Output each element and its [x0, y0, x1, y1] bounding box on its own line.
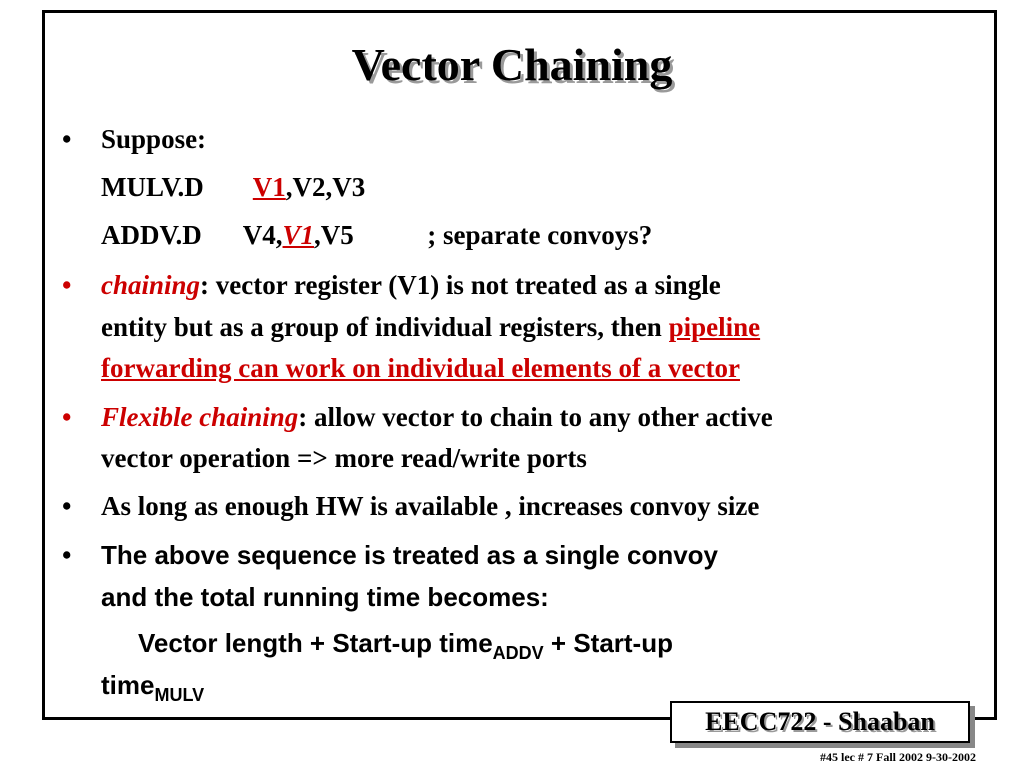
addv-operands: ,V5 — [314, 220, 354, 250]
flexible-definition: : allow vector to chain to any other active — [298, 402, 773, 432]
bullet-marker: • — [62, 540, 72, 570]
chaining-definition: : vector register (V1) is not treated as a single — [200, 270, 721, 300]
formula-part-c: time — [101, 670, 155, 700]
chaining-line-3 — [101, 353, 740, 384]
addv-comment: ; separate convoys? — [427, 220, 653, 250]
bullet-marker: • — [62, 491, 72, 521]
chaining-line-2 — [101, 312, 760, 343]
formula-part-b: + Start-up — [543, 628, 673, 658]
slide-title: Vector Chaining — [351, 39, 673, 90]
mulv-operands: ,V2,V3 — [285, 172, 366, 202]
course-label: EECC722 - Shaaban — [705, 707, 935, 736]
formula-part-a: Vector length + Start-up time — [138, 628, 493, 658]
chaining-line-1 — [101, 270, 721, 301]
instruction-addv — [101, 220, 652, 251]
subscript-mulv: MULV — [154, 685, 205, 705]
mulv-opcode: MULV.D — [101, 172, 204, 202]
chaining-term: chaining — [101, 270, 201, 300]
convoy-line-1: The above sequence is treated as a single convoy — [101, 540, 719, 570]
subscript-addv: ADDV — [492, 643, 544, 663]
course-badge — [670, 701, 970, 743]
flexible-term: Flexible chaining — [101, 402, 299, 432]
chaining-text-2: entity but as a group of individual registers, then — [101, 312, 669, 342]
formula-line-1 — [138, 628, 673, 663]
addv-opcode: ADDV.D — [101, 220, 202, 250]
addv-dest: V4, — [242, 220, 283, 250]
suppose-label: Suppose: — [101, 124, 207, 154]
instruction-mulv — [101, 172, 365, 203]
mulv-dest-register: V1 — [252, 172, 286, 202]
chaining-highlight-1: pipeline — [668, 312, 761, 342]
bullet-marker: • — [62, 270, 72, 300]
hw-text: As long as enough HW is available , increases convoy size — [101, 491, 760, 521]
convoy-line-2: and the total running time becomes: — [101, 582, 549, 612]
bullet-marker: • — [62, 124, 72, 154]
addv-source-register: V1 — [282, 220, 315, 250]
chaining-highlight-2: forwarding can work on individual elements of a vector — [101, 353, 740, 383]
flexible-line-1 — [101, 402, 773, 433]
formula-line-2 — [101, 670, 205, 705]
slide-meta: #45 lec # 7 Fall 2002 9-30-2002 — [820, 750, 976, 764]
bullet-marker: • — [62, 402, 72, 432]
flexible-line-2: vector operation => more read/write ports — [101, 443, 587, 473]
